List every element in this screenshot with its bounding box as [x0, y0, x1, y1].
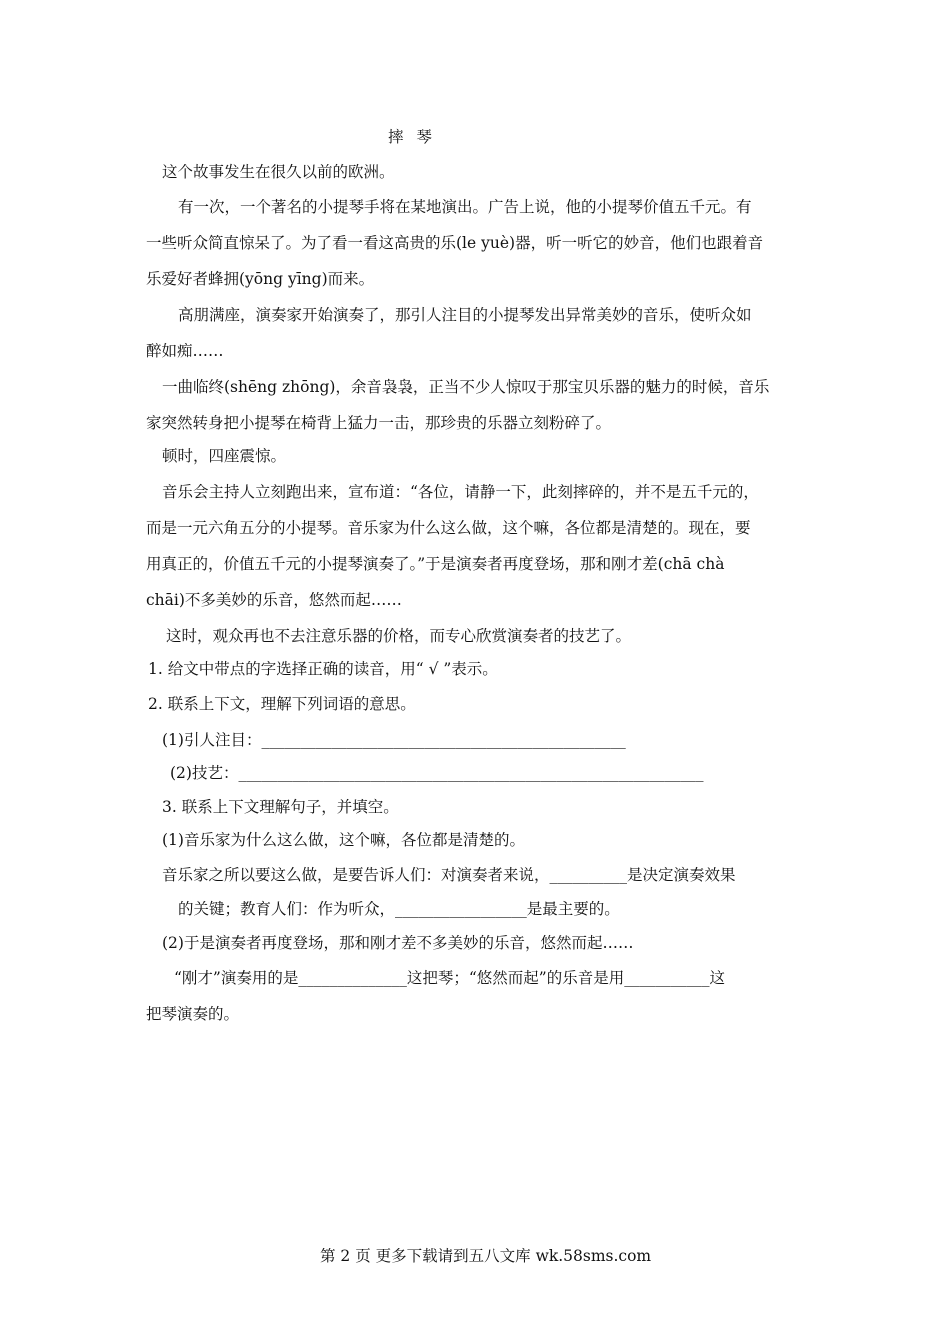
passage-line: 一曲临终(shēng zhōng)，余音袅袅，正当不少人惊叹于那宝贝乐器的魅力的时候，音乐 — [162, 378, 770, 396]
page-footer: 第 2 页 更多下载请到五八文库 wk.58sms.com — [320, 1247, 652, 1265]
question-2-item-1: (1)引人注目：_______________________________________________ — [162, 731, 626, 749]
question-3-fill-line: “刚才”演奏用的是______________这把琴；“悠然而起”的乐音是用___________这 — [174, 969, 725, 987]
question-2: 2. 联系上下文，理解下列词语的意思。 — [148, 695, 416, 713]
question-1: 1. 给文中带点的字选择正确的读音，用“ √ ”表示。 — [148, 660, 498, 678]
question-3-fill-line: 把琴演奏的。 — [146, 1005, 240, 1023]
question-2-item-2: (2)技艺：____________________________________________________________ — [170, 764, 704, 782]
passage-line: 有一次，一个著名的小提琴手将在某地演出。广告上说，他的小提琴价值五千元。有 — [178, 198, 752, 216]
passage-line: 而是一元六角五分的小提琴。音乐家为什么这么做，这个嘛，各位都是清楚的。现在，要 — [146, 519, 751, 537]
question-3-item-1: (1)音乐家为什么这么做，这个嘛，各位都是清楚的。 — [162, 831, 525, 849]
passage-line: 家突然转身把小提琴在椅背上猛力一击，那珍贵的乐器立刻粉碎了。 — [146, 414, 612, 432]
passage-line: 音乐会主持人立刻跑出来，宣布道：“各位，请静一下，此刻摔碎的，并不是五千元的， — [162, 483, 759, 501]
passage-line: 高朋满座，演奏家开始演奏了，那引人注目的小提琴发出异常美妙的音乐，使听众如 — [178, 306, 752, 324]
passage-line: 乐爱好者蜂拥(yōng yīng)而来。 — [146, 270, 375, 288]
passage-line: 这时，观众再也不去注意乐器的价格，而专心欣赏演奏者的技艺了。 — [166, 627, 632, 645]
question-3-item-2: (2)于是演奏者再度登场，那和刚才差不多美妙的乐音，悠然而起…… — [162, 934, 634, 952]
passage-line: 顿时，四座震惊。 — [162, 447, 287, 465]
article-title: 摔 琴 — [388, 128, 436, 146]
passage-line: chāi)不多美妙的乐音，悠然而起…… — [146, 591, 402, 609]
passage-line: 一些听众简直惊呆了。为了看一看这高贵的乐(le yuè)器，听一听它的妙音，他们也跟着音 — [146, 234, 764, 252]
question-3: 3. 联系上下文理解句子，并填空。 — [162, 798, 399, 816]
passage-line: 这个故事发生在很久以前的欧洲。 — [162, 163, 395, 181]
passage-line: 用真正的，价值五千元的小提琴演奏了。”于是演奏者再度登场，那和刚才差(chā chà — [146, 555, 725, 573]
question-3-fill-line: 音乐家之所以要这么做，是要告诉人们：对演奏者来说，__________是决定演奏效果 — [162, 866, 736, 884]
question-3-fill-line: 的关键；教育人们：作为听众，_________________是最主要的。 — [178, 900, 620, 918]
passage-line: 醉如痴…… — [146, 342, 224, 360]
